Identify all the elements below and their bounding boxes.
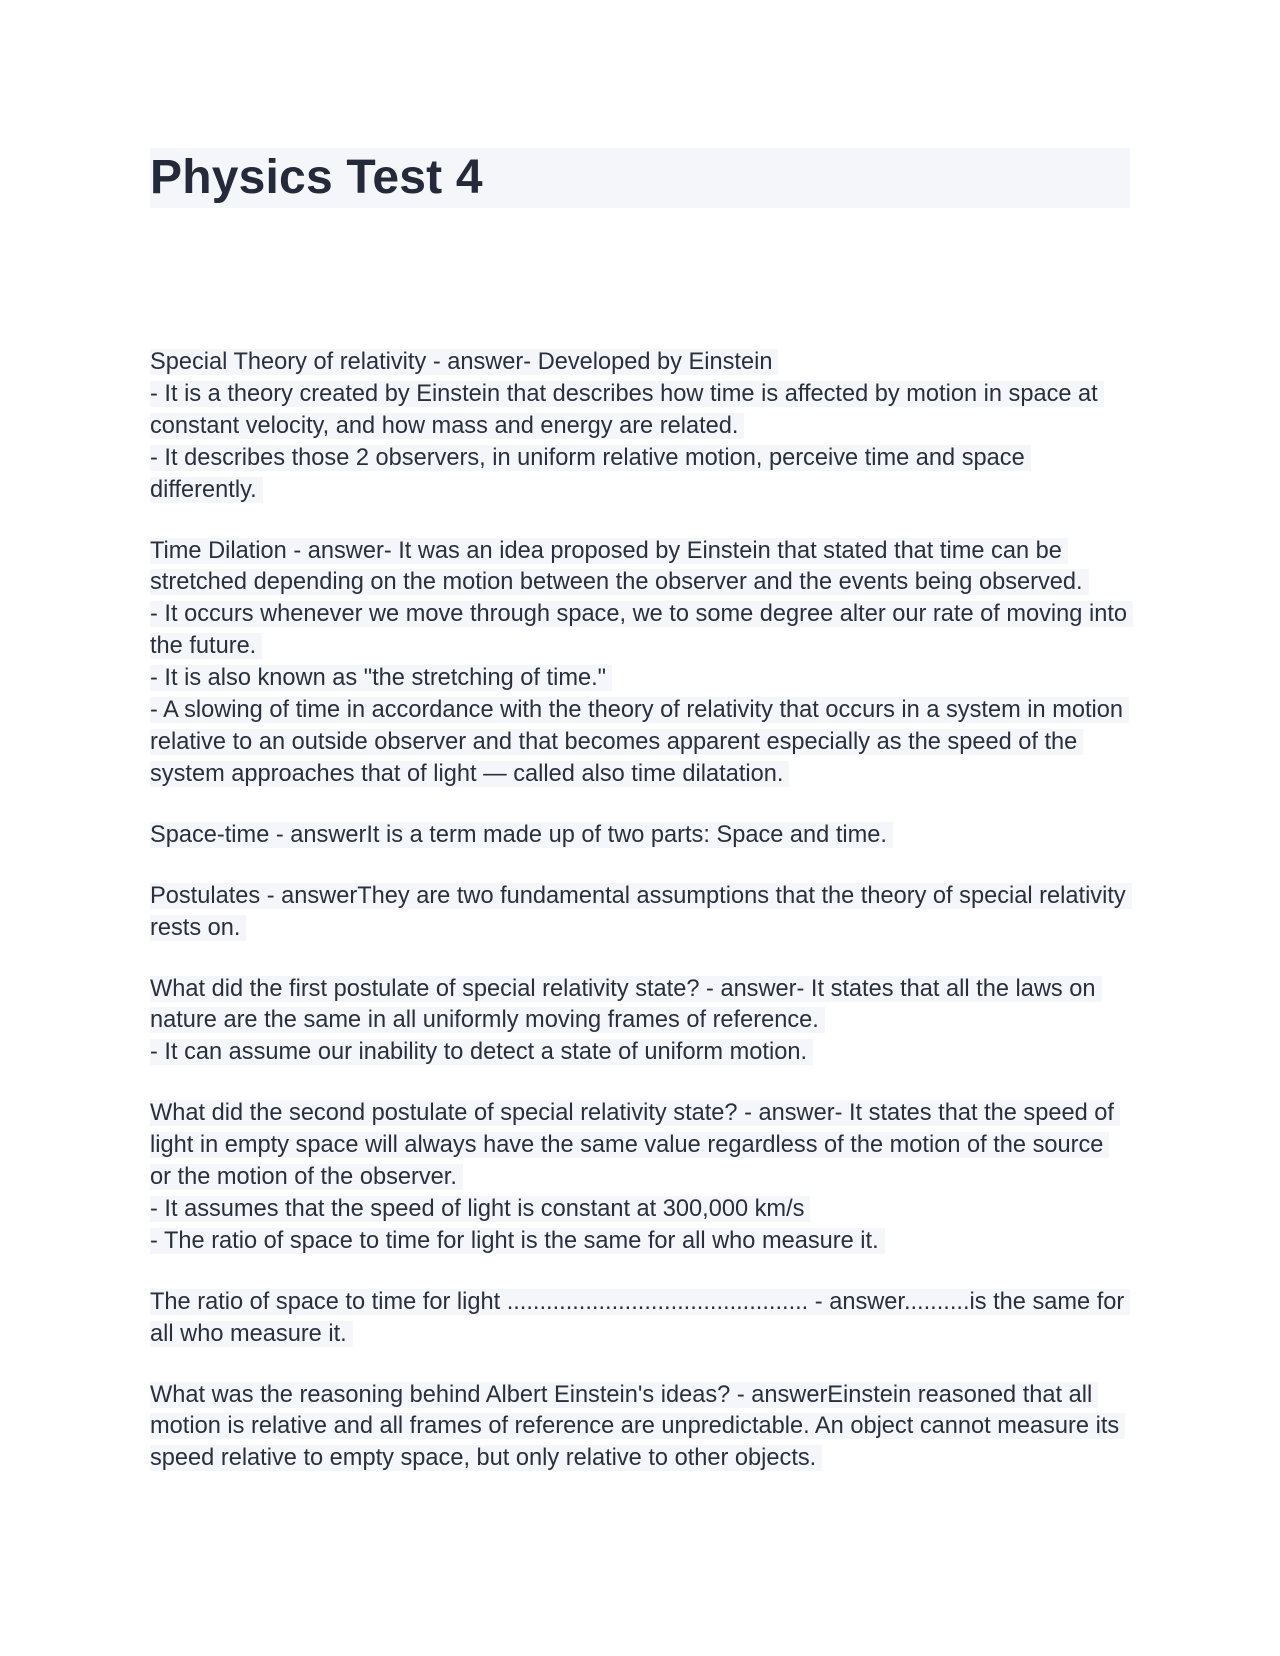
qa-entry-special-theory [150, 348, 1130, 508]
entry-line [150, 444, 1130, 508]
entry-line [150, 380, 1130, 444]
entry-line [150, 1288, 1130, 1352]
entry-text: What did the second postulate of special relativity state? - answer- It states that the speed of light in empty space will always have the same value regardless of the motion of the source or the motion of the observer. [150, 1100, 1120, 1190]
entry-text: - The ratio of space to time for light is the same for all who measure it. [150, 1228, 885, 1254]
document-title: Physics Test 4 [150, 151, 483, 204]
entry-line [150, 1381, 1130, 1477]
entry-line [150, 1038, 1130, 1070]
entry-line [150, 664, 1130, 696]
entry-text: Special Theory of relativity - answer- Developed by Einstein [150, 349, 778, 375]
entry-line [150, 1099, 1130, 1195]
entry-text: - It assumes that the speed of light is constant at 300,000 km/s [150, 1196, 810, 1222]
entry-text: - It can assume our inability to detect a state of uniform motion. [150, 1039, 813, 1065]
entry-text: - A slowing of time in accordance with the theory of relativity that occurs in a system in motion relative to an outside observer and that becomes apparent especially as the speed of the system approaches that of light — called also time dilatation. [150, 697, 1129, 787]
qa-list [150, 348, 1130, 1476]
qa-entry-first-postulate [150, 975, 1130, 1071]
qa-entry-time-dilation [150, 537, 1130, 792]
qa-entry-postulates [150, 882, 1130, 946]
entry-line [150, 1227, 1130, 1259]
entry-text: - It is a theory created by Einstein that describes how time is affected by motion in space at constant velocity, and how mass and energy are related. [150, 381, 1104, 439]
entry-line [150, 821, 1130, 853]
entry-line [150, 975, 1130, 1039]
qa-entry-einstein-reasoning [150, 1381, 1130, 1477]
entry-line [150, 696, 1130, 792]
entry-line [150, 600, 1130, 664]
entry-text: Space-time - answerIt is a term made up of two parts: Space and time. [150, 822, 893, 848]
entry-line [150, 1195, 1130, 1227]
title-block [150, 148, 1130, 208]
entry-text: - It describes those 2 observers, in uniform relative motion, perceive time and space differently. [150, 445, 1031, 503]
entry-text: - It is also known as "the stretching of time." [150, 665, 612, 691]
qa-entry-ratio-space-time [150, 1288, 1130, 1352]
qa-entry-space-time [150, 821, 1130, 853]
entry-text: The ratio of space to time for light .............................................. - answer..........is the same for all who measure it. [150, 1289, 1130, 1347]
entry-line [150, 348, 1130, 380]
entry-text: What did the first postulate of special relativity state? - answer- It states that all the laws on nature are the same in all uniformly moving frames of reference. [150, 976, 1102, 1034]
entry-line [150, 882, 1130, 946]
entry-text: Time Dilation - answer- It was an idea proposed by Einstein that stated that time can be stretched depending on the motion between the observer and the events being observed. [150, 538, 1089, 596]
entry-text: - It occurs whenever we move through space, we to some degree alter our rate of moving into the future. [150, 601, 1133, 659]
qa-entry-second-postulate [150, 1099, 1130, 1259]
entry-text: What was the reasoning behind Albert Einstein's ideas? - answerEinstein reasoned that all motion is relative and all frames of reference are unpredictable. An object cannot measure its speed relative to empty space, but only relative to other objects. [150, 1382, 1125, 1472]
page-body [150, 148, 1130, 1505]
entry-line [150, 537, 1130, 601]
entry-text: Postulates - answerThey are two fundamental assumptions that the theory of special relativity rests on. [150, 883, 1132, 941]
